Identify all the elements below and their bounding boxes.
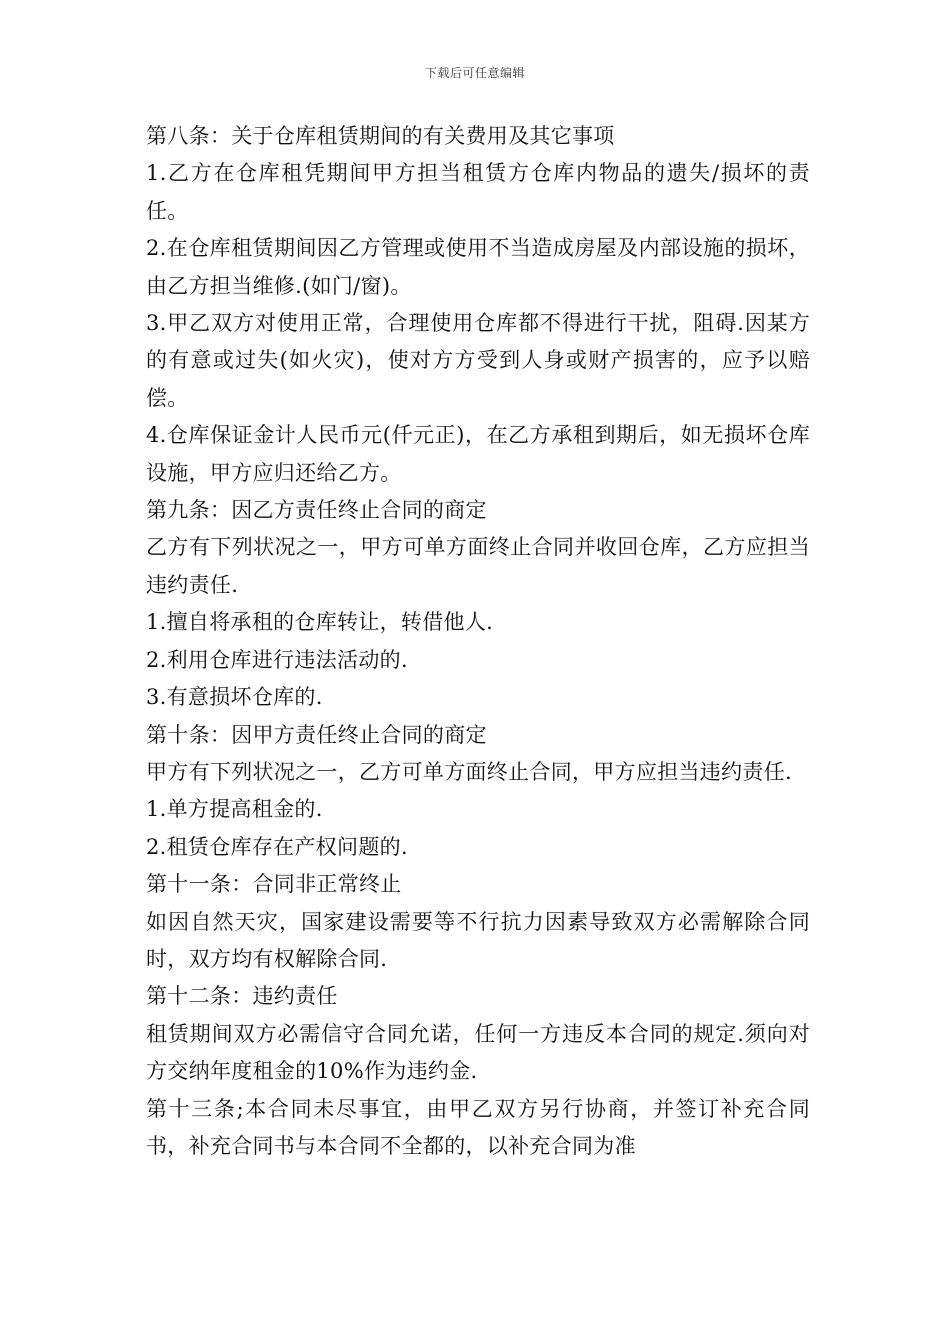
clause-10-item-2: 2.租赁仓库存在产权问题的.	[146, 834, 408, 859]
clause-9-item-3: 3.有意损坏仓库的.	[146, 685, 323, 710]
clause-11-body: 如因自然天灾，国家建设需要等不行抗力因素导致双方必需解除合同时，双方均有权解除合同.	[146, 909, 810, 971]
clause-9-item-1: 1.擅自将承租的仓库转让，转借他人.	[146, 610, 494, 635]
clause-8-item-2: 2.在仓库租赁期间因乙方管理或使用不当造成房屋及内部设施的损坏，由乙方担当维修.(如门/窗)。	[146, 236, 810, 298]
clause-8-item-1: 1.乙方在仓库租凭期间甲方担当租赁方仓库内物品的遗失/损坏的责任。	[146, 161, 810, 223]
clause-12-body: 租赁期间双方必需信守合同允诺，任何一方违反本合同的规定.须向对方交纳年度租金的10%作为违约金.	[146, 1021, 810, 1084]
clause-10-intro: 甲方有下列状况之一，乙方可单方面终止合同，甲方应担当违约责任.	[146, 759, 792, 784]
clause-13-body: 第十三条;本合同未尽事宜，由甲乙双方另行协商，并签订补充合同书，补充合同书与本合同不全都的，以补充合同为准	[146, 1096, 810, 1158]
page-header: 下载后可任意编辑	[424, 66, 525, 80]
clause-8-item-4: 4.仓库保证金计人民币元(仟元正)，在乙方承租到期后，如无损坏仓库设施，甲方应归还给乙方。	[146, 423, 810, 485]
clause-12-heading: 第十二条：违约责任	[146, 984, 338, 1009]
clause-9-intro: 乙方有下列状况之一，甲方可单方面终止合同并收回仓库，乙方应担当违约责任.	[146, 535, 810, 597]
clause-8-heading: 第八条：关于仓库租赁期间的有关费用及其它事项	[146, 124, 615, 148]
clause-10-heading: 第十条：因甲方责任终止合同的商定	[146, 722, 487, 747]
clause-9-heading: 第九条：因乙方责任终止合同的商定	[146, 498, 487, 523]
clause-10-item-1: 1.单方提高租金的.	[146, 797, 323, 822]
clause-11-heading: 第十一条：合同非正常终止	[146, 872, 402, 897]
document-body	[146, 118, 810, 1165]
clause-8-item-3: 3.甲乙双方对使用正常，合理使用仓库都不得进行干扰，阻碍.因某方的有意或过失(如火灾)，使对方方受到人身或财产损害的，应予以赔偿。	[146, 311, 810, 410]
clause-9-item-2: 2.利用仓库进行违法活动的.	[146, 647, 408, 672]
